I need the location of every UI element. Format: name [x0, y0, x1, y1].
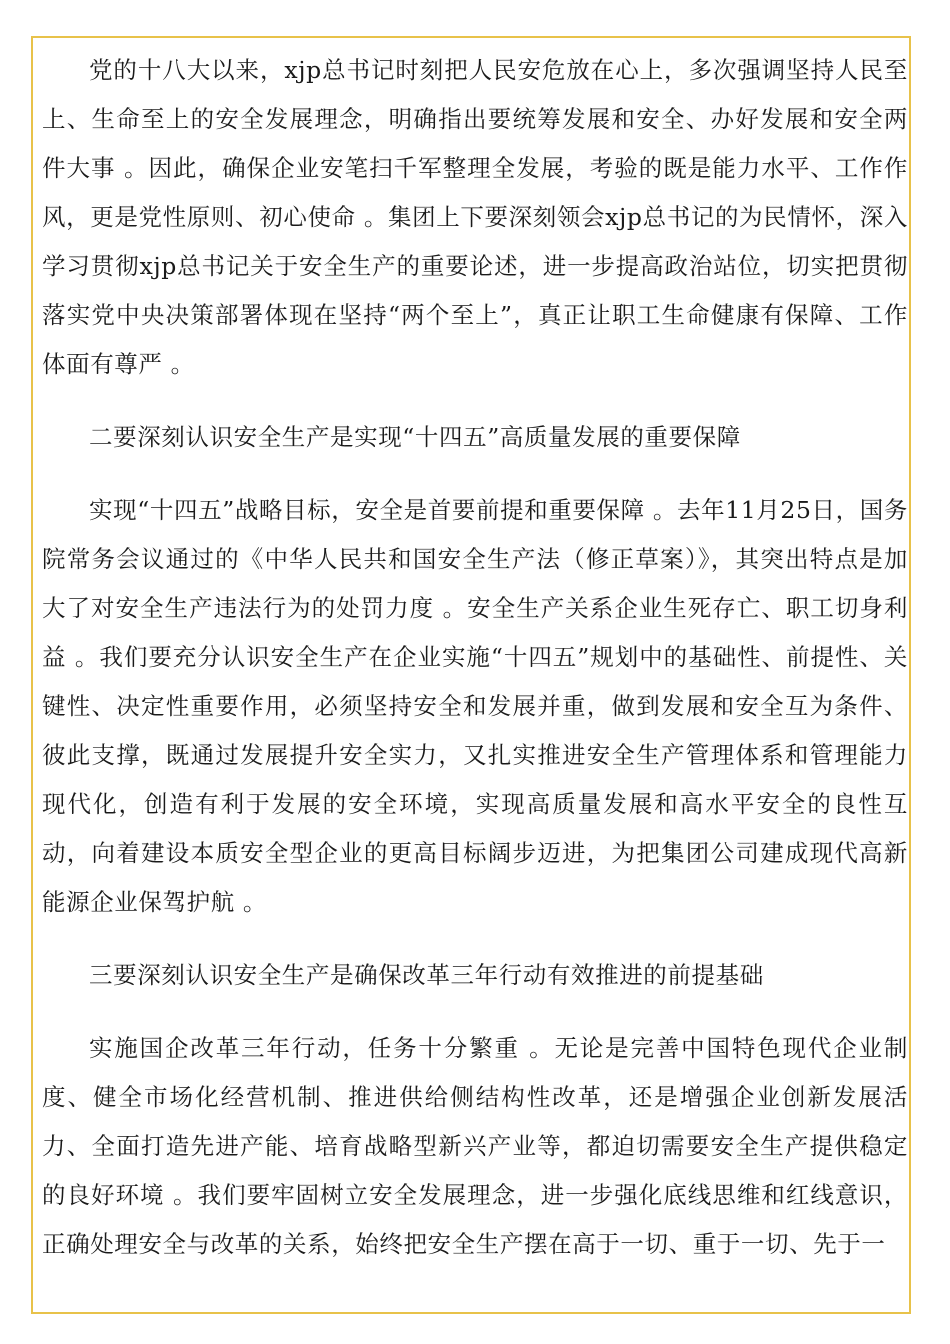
section-heading-2: 二要深刻认识安全生产是实现“十四五”高质量发展的重要保障 — [89, 423, 741, 451]
paragraph-2: 实现“十四五”战略目标，安全是首要前提和重要保障 。去年11月25日，国务院常务会议通过的《中华人民共和国安全生产法（修正草案）》，其突出特点是加大了对安全生产违法行为的处罚力度 。安全生产关系企业生死存亡、职工切身利益 。我们要充分认识安全生产在企业实施“十四五”规划中的基础性、前提性、关键性、决定性重要作用，必须坚持安全和发展并重，做到发展和安全互为条件、彼此支撑，既通过发展提升安全实力，又扎实推进安全生产管理体系和管理能力现代化，创造有利于发展的安全环境，实现高质量发展和高水平安全的良性互动，向着建设本质安全型企业的更高目标阔步迈进，为把集团公司建成现代高新能源企业保驾护航 。 — [42, 496, 908, 916]
spacer — [42, 927, 908, 951]
spacer — [42, 462, 908, 486]
paragraph-3: 实施国企改革三年行动，任务十分繁重 。无论是完善中国特色现代企业制度、健全市场化经营机制、推进供给侧结构性改革，还是增强企业创新发展活力、全面打造先进产能、培育战略型新兴产业等，都迫切需要安全生产提供稳定的良好环境 。我们要牢固树立安全发展理念，进一步强化底线思维和红线意识，正确处理安全与改革的关系，始终把安全生产摆在高于一切、重于一切、先于一 — [42, 1034, 908, 1258]
section-heading-3: 三要深刻认识安全生产是确保改革三年行动有效推进的前提基础 — [89, 961, 764, 989]
spacer — [42, 1000, 908, 1024]
paragraph-1: 党的十八大以来，xjp总书记时刻把人民安危放在心上，多次强调坚持人民至上、生命至上的安全发展理念，明确指出要统筹发展和安全、办好发展和安全两件大事 。因此，确保企业安笔扫千军整理全发展，考验的既是能力水平、工作作风，更是党性原则、初心使命 。集团上下要深刻领会xjp总书记的为民情怀，深入学习贯彻xjp总书记关于安全生产的重要论述，进一步提高政治站位，切实把贯彻落实党中央决策部署体现在坚持“两个至上”，真正让职工生命健康有保障、工作体面有尊严 。 — [42, 56, 908, 378]
document-body — [42, 46, 908, 1269]
spacer — [42, 389, 908, 413]
